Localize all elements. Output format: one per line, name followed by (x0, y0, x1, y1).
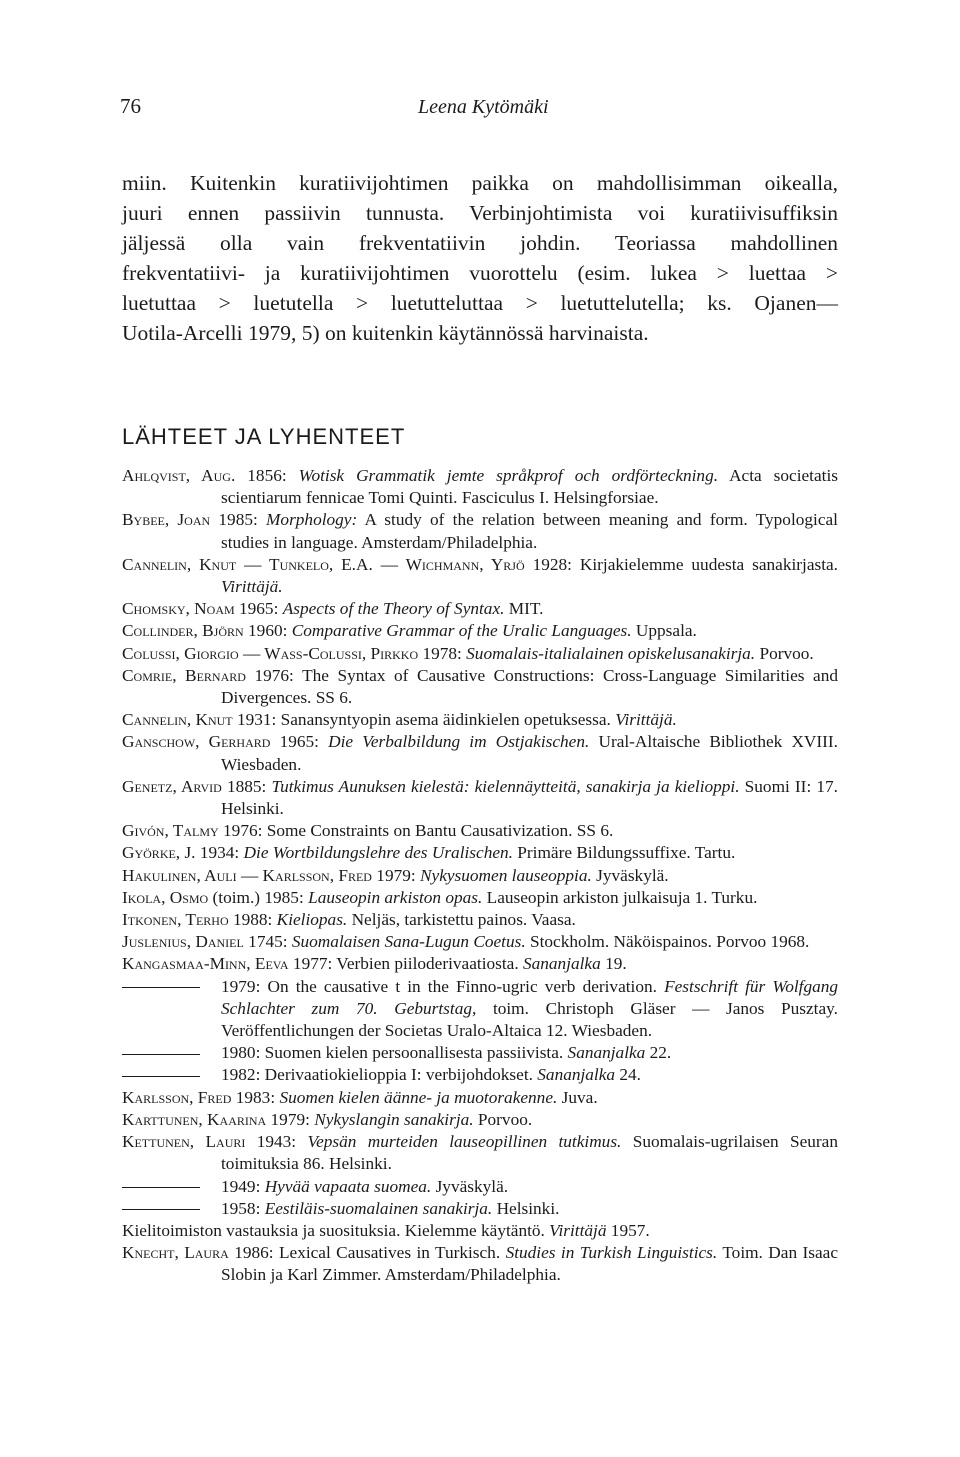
reference-rest: Ural-Altaische Bibliothek XVIII. Wiesbaden. (221, 732, 838, 774)
reference-rest: 19. (605, 954, 627, 974)
reference-title: Sananjalka (522, 954, 601, 974)
reference-author: Bybee, Joan (122, 510, 211, 530)
reference-entry (122, 1198, 838, 1220)
reference-text: 1965: (279, 732, 319, 752)
section-heading: LÄHTEET JA LYHENTEET (122, 424, 406, 449)
reference-title: Morphology: (266, 510, 358, 530)
body-line: miin. Kuitenkin kuratiivijohtimen paikka on mahdollisimman oikealla, (122, 171, 838, 195)
reference-text: 1976: The Syntax of Causative Constructions: Cross-Language Similarities and Divergences. SS 6. (221, 665, 838, 708)
reference-author: Givón, Talmy (122, 821, 219, 841)
ditto-dash (122, 1076, 200, 1077)
ditto-dash (122, 1209, 200, 1210)
reference-author: Collinder, Björn (122, 621, 244, 641)
reference-title: Comparative Grammar of the Uralic Languages. (291, 621, 632, 641)
reference-rest: Jyväskylä. (435, 1176, 509, 1196)
reference-text: 1982: Derivaatiokielioppia I: verbijohdokset. (221, 1065, 533, 1085)
page-number: 76 (120, 94, 141, 118)
reference-author: Knecht, Laura (122, 1243, 229, 1263)
reference-author: Cannelin, Knut — Tunkelo, E.A. — Wichmann, Yrjö (122, 554, 525, 574)
reference-rest: Porvoo. (759, 643, 814, 663)
reference-text: 1983: (235, 1087, 276, 1107)
body-paragraph (122, 168, 838, 348)
reference-author: Juslenius, Daniel (122, 932, 244, 952)
reference-title: Vepsän murteiden lauseopillinen tutkimus. (307, 1132, 622, 1152)
reference-title: Virittäjä. (221, 577, 283, 597)
running-head: Leena Kytömäki (418, 96, 549, 118)
reference-text: 1979: (376, 865, 416, 885)
reference-rest: Stockholm. Näköispainos. Porvoo 1968. (529, 932, 810, 952)
reference-rest: 24. (619, 1065, 641, 1085)
reference-entry (122, 665, 838, 709)
reference-text: 1934: (199, 843, 240, 863)
reference-entry (122, 1131, 838, 1175)
reference-author: Comrie, Bernard (122, 665, 246, 685)
reference-entry (122, 842, 838, 864)
reference-author: Ikola, Osmo (122, 887, 209, 907)
reference-author: Györke, J. (122, 843, 196, 863)
reference-entry (122, 731, 838, 775)
reference-text: 1931: Sanansyntyopin asema äidinkielen opetuksessa. (236, 710, 611, 730)
reference-title: Die Verbalbildung im Ostjakischen. (328, 732, 590, 752)
reference-rest: Jyväskylä. (596, 865, 669, 885)
ditto-dash (122, 987, 200, 988)
reference-text: 1976: Some Constraints on Bantu Causativization. SS 6. (223, 821, 614, 841)
reference-entry (122, 953, 838, 975)
reference-entry (122, 643, 838, 665)
reference-title: Festschrift für Wolfgang Schlachter zum 70. Geburtstag, (221, 976, 839, 1018)
reference-author: Kangasmaa-Minn, Eeva (122, 954, 289, 974)
reference-title: Kieliopas. (276, 910, 348, 930)
reference-entry (122, 465, 838, 509)
reference-entry (122, 887, 838, 909)
reference-entry (122, 1176, 838, 1198)
reference-entry (122, 620, 838, 642)
reference-entry (122, 554, 838, 598)
reference-author: Hakulinen, Auli — Karlsson, Fred (122, 865, 372, 885)
reference-rest: toim. Christoph Gläser — Janos Pusztay. Veröffentlichungen der Societas Uralo-Altaica 12. Wiesbaden. (221, 998, 838, 1041)
reference-rest: MIT. (508, 599, 544, 619)
reference-text: 1986: Lexical Causatives in Turkisch. (234, 1243, 501, 1263)
reference-entry (122, 931, 838, 953)
reference-title: Virittäjä (549, 1220, 607, 1240)
reference-rest: Neljäs, tarkistettu painos. Vaasa. (351, 910, 576, 930)
reference-text: 1949: (221, 1176, 261, 1196)
reference-author: Karttunen, Kaarina (122, 1109, 267, 1129)
reference-rest: Toim. Dan Isaac Slobin ja Karl Zimmer. Amsterdam/Philadelphia. (221, 1243, 838, 1285)
reference-title: Nykysuomen lauseoppia. (420, 865, 592, 885)
reference-text: 1928: Kirjakielemme uudesta sanakirjasta. (532, 554, 839, 574)
reference-rest: A study of the relation between meaning and form. Typological studies in language. Amsterdam/Philadelphia. (221, 510, 838, 552)
reference-text: 1979: (270, 1109, 310, 1129)
reference-title: Wotisk Grammatik jemte språkprof och ordförteckning. (298, 466, 719, 485)
reference-entry (122, 976, 838, 1043)
reference-author: Ahlqvist, Aug. (122, 466, 236, 485)
reference-entry (122, 598, 838, 620)
reference-title: Suomalais-italialainen opiskelusanakirja. (466, 643, 756, 663)
reference-text: 1988: (232, 910, 273, 930)
reference-rest: 1957. (610, 1220, 650, 1240)
reference-rest: Uppsala. (635, 621, 697, 641)
reference-author: Ganschow, Gerhard (122, 732, 271, 752)
reference-entry (122, 1220, 838, 1242)
reference-title: Tutkimus Aunuksen kielestä: kielennäytteitä, sanakirja ja kielioppi. (271, 776, 740, 796)
reference-title: Nykyslangin sanakirja. (314, 1109, 474, 1129)
reference-entry (122, 820, 838, 842)
reference-text: 1985: (218, 510, 258, 530)
reference-rest: Acta societatis scientiarum fennicae Tomi Quinti. Fasciculus I. Helsingforsiae. (221, 466, 838, 508)
reference-rest: 22. (649, 1043, 672, 1063)
reference-author: Cannelin, Knut (122, 710, 233, 730)
reference-text: 1958: (221, 1198, 261, 1218)
reference-list (122, 465, 838, 1287)
reference-title: Suomalaisen Sana-Lugun Coetus. (291, 932, 526, 952)
reference-title: Sananjalka (537, 1065, 616, 1085)
reference-title: Lauseopin arkiston opas. (308, 887, 483, 907)
body-line: frekventatiivi- ja kuratiivijohtimen vuorottelu (esim. lukea > luettaa > (122, 261, 838, 285)
reference-text: 1980: Suomen kielen persoonallisesta passiivista. (221, 1043, 564, 1063)
reference-text: 1978: (422, 643, 462, 663)
reference-entry (122, 776, 838, 820)
reference-title: Suomen kielen äänne- ja muotorakenne. (279, 1087, 558, 1107)
reference-text: 1979: On the causative t in the Finno-ugric verb derivation. (221, 976, 657, 996)
reference-rest: Lauseopin arkiston julkaisuja 1. Turku. (486, 887, 758, 907)
reference-entry (122, 909, 838, 931)
reference-author: Chomsky, Noam (122, 599, 235, 619)
reference-text: 1960: (248, 621, 288, 641)
reference-rest: Helsinki. (496, 1198, 560, 1218)
reference-rest: Suomalais-ugrilaisen Seuran toimituksia 86. Helsinki. (221, 1132, 838, 1174)
body-line: Uotila-Arcelli 1979, 5) on kuitenkin käytännössä harvinaista. (122, 321, 649, 345)
reference-entry (122, 1042, 838, 1064)
reference-title: Aspects of the Theory of Syntax. (282, 599, 505, 619)
ditto-dash (122, 1187, 200, 1188)
reference-rest: Porvoo. (477, 1109, 533, 1129)
reference-author: Itkonen, Terho (122, 910, 229, 930)
reference-text: (toim.) 1985: (212, 887, 304, 907)
reference-text: 1745: (248, 932, 288, 952)
reference-text: 1965: (239, 599, 279, 619)
body-line: jäljessä olla vain frekventatiivin johdin. Teoriassa mahdollinen (122, 231, 838, 255)
reference-rest: Juva. (561, 1087, 598, 1107)
reference-author: Kettunen, Lauri (122, 1132, 246, 1152)
reference-entry (122, 1064, 838, 1086)
reference-entry (122, 509, 838, 553)
reference-text: 1856: (247, 466, 287, 485)
reference-title: Die Wortbildungslehre des Uralischen. (243, 843, 513, 863)
reference-title: Sananjalka (567, 1043, 646, 1063)
reference-rest: Primäre Bildungssuffixe. Tartu. (517, 843, 736, 863)
reference-entry (122, 865, 838, 887)
reference-entry (122, 1242, 838, 1286)
reference-entry (122, 1109, 838, 1131)
reference-author: Colussi, Giorgio — Wass-Colussi, Pirkko (122, 643, 419, 663)
reference-text: 1977: Verbien piiloderivaatiosta. (292, 954, 519, 974)
reference-entry (122, 709, 838, 731)
reference-title: Eestiläis-suomalainen sanakirja. (264, 1198, 493, 1218)
reference-title: Hyvää vapaata suomea. (264, 1176, 432, 1196)
reference-author: Genetz, Arvid (122, 776, 222, 796)
reference-title: Virittäjä. (615, 710, 677, 730)
reference-text: 1885: (226, 776, 267, 796)
reference-rest: Suomi II: 17. Helsinki. (221, 776, 838, 819)
reference-author: Karlsson, Fred (122, 1087, 232, 1107)
body-line: luetuttaa > luetutella > luetutteluttaa > luetuttelutella; ks. Ojanen— (122, 291, 838, 315)
body-line: juuri ennen passiivin tunnusta. Verbinjohtimista voi kuratiivisuffiksin (122, 201, 838, 225)
reference-text: 1943: (256, 1132, 297, 1152)
reference-entry (122, 1087, 838, 1109)
reference-text: Kielitoimiston vastauksia ja suosituksia. Kielemme käytäntö. (122, 1220, 545, 1240)
ditto-dash (122, 1054, 200, 1055)
reference-title: Studies in Turkish Linguistics. (505, 1243, 718, 1263)
